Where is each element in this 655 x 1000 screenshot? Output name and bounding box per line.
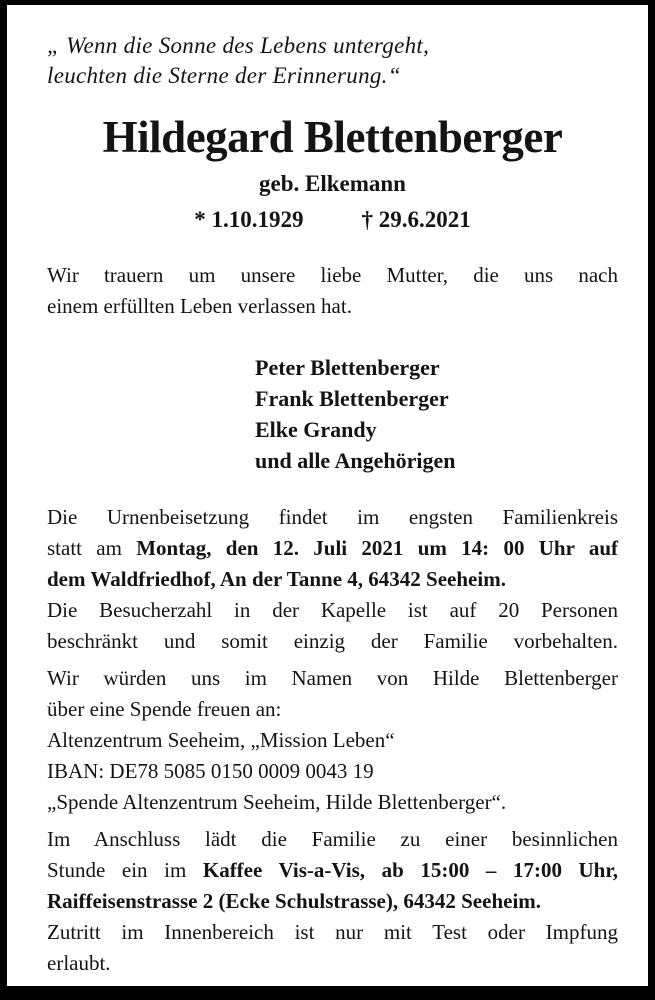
- reception-venue-time: Kaffee Vis-a-Vis, ab 15:00 – 17:00 Uhr,: [202, 858, 618, 882]
- funeral-line-3: [47, 564, 618, 595]
- funeral-date-time: Montag, den 12. Juli 2021 um 14: 00 Uhr auf: [136, 536, 618, 560]
- deceased-name: Hildegard Blettenberger: [102, 112, 563, 162]
- funeral-line-5: beschränkt und somit einzig der Familie vorbehalten.: [47, 629, 618, 653]
- mourners-list: [255, 352, 618, 476]
- death-date: † 29.6.2021: [361, 207, 471, 232]
- mourners-closing: und alle Angehörigen: [255, 448, 456, 473]
- donation-reference: „Spende Altenzentrum Seeheim, Hilde Blettenberger“.: [47, 790, 507, 814]
- donation-iban: IBAN: DE78 5085 0150 0009 0043 19: [47, 759, 374, 783]
- memorial-quote: [47, 31, 618, 91]
- reception-line-2: [47, 855, 618, 886]
- donation-recipient: Altenzentrum Seeheim, „Mission Leben“: [47, 728, 395, 752]
- reception-line-2-regular: Stunde ein im: [47, 858, 203, 882]
- mourning-statement: [47, 260, 618, 322]
- reception-line-1: Im Anschluss lädt die Familie zu einer besinnlichen: [47, 827, 618, 851]
- donation-line-1: Wir würden uns im Namen von Hilde Blettenberger: [47, 666, 618, 690]
- funeral-line-4: Die Besucherzahl in der Kapelle ist auf 20 Personen: [47, 598, 618, 622]
- memorial-quote-line-1: „ Wenn die Sonne des Lebens untergeht,: [47, 33, 430, 58]
- donation-request: [47, 663, 618, 818]
- funeral-announcement: [47, 502, 618, 657]
- reception-line-3: [47, 886, 618, 917]
- reception-invitation: [47, 824, 618, 979]
- birth-date: * 1.10.1929: [194, 207, 304, 232]
- funeral-line-2-regular: statt am: [47, 536, 137, 560]
- donation-line-2: über eine Spende freuen an:: [47, 697, 282, 721]
- maiden-name: geb. Elkemann: [259, 171, 406, 196]
- mourning-statement-line-1: Wir trauern um unsere liebe Mutter, die uns nach: [47, 263, 618, 287]
- reception-line-5: erlaubt.: [47, 951, 111, 975]
- life-dates: [47, 206, 618, 234]
- mourning-statement-line-2: einem erfüllten Leben verlassen hat.: [47, 294, 352, 318]
- funeral-line-1: Die Urnenbeisetzung findet im engsten Familienkreis: [47, 505, 618, 529]
- memorial-quote-line-2: leuchten die Sterne der Erinnerung.“: [47, 63, 401, 88]
- mourner-name: Peter Blettenberger: [255, 355, 440, 380]
- reception-address: Raiffeisenstrasse 2 (Ecke Schulstrasse), 64342 Seeheim.: [47, 889, 542, 913]
- reception-line-4: Zutritt im Innenbereich ist nur mit Test oder Impfung: [47, 920, 618, 944]
- funeral-line-2: [47, 533, 618, 564]
- funeral-location: dem Waldfriedhof, An der Tanne 4, 64342 Seeheim.: [47, 567, 506, 591]
- mourner-name: Elke Grandy: [255, 417, 377, 442]
- mourner-name: Frank Blettenberger: [255, 386, 449, 411]
